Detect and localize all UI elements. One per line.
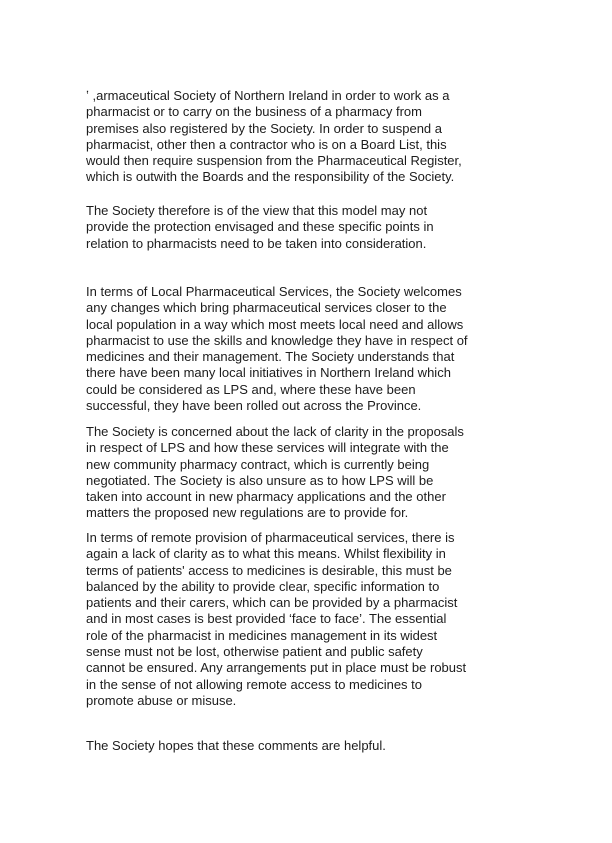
text-line: matters the proposed new regulations are to provide for. <box>86 505 409 521</box>
text-line: new community pharmacy contract, which is currently being <box>86 456 430 472</box>
text-line: relation to pharmacists need to be taken into consideration. <box>86 235 427 251</box>
text-line: ʽ ,armaceutical Society of Northern Ireland in order to work as a <box>86 88 450 103</box>
text-line: pharmacist to use the skills and knowledge they have in respect of <box>86 332 468 348</box>
text-line: again a lack of clarity as to what this means. Whilst flexibility in <box>86 546 446 562</box>
text-line: balanced by the ability to provide clear, specific information to <box>86 578 440 594</box>
text-line: The Society is concerned about the lack of clarity in the proposals <box>86 424 464 439</box>
paragraph-remote-provision <box>86 530 526 709</box>
text-line: any changes which bring pharmaceutical services closer to the <box>86 300 447 316</box>
paragraph-lps-clarity <box>86 424 526 522</box>
text-line: in respect of LPS and how these services will integrate with the <box>86 440 449 456</box>
text-line: pharmacist, other then a contractor who is on a Board List, this <box>86 136 447 152</box>
paragraph-model-view <box>86 203 526 252</box>
text-line: In terms of Local Pharmaceutical Services, the Society welcomes <box>86 284 462 299</box>
text-line: In terms of remote provision of pharmaceutical services, there is <box>86 530 455 545</box>
text-line: which is outwith the Boards and the responsibility of the Society. <box>86 169 455 185</box>
text-line: cannot be ensured. Any arrangements put in place must be robust <box>86 660 467 676</box>
text-line: would then require suspension from the Pharmaceutical Register, <box>86 153 462 169</box>
text-line: pharmacist or to carry on the business of a pharmacy from <box>86 104 422 120</box>
text-line: terms of patients' access to medicines is desirable, this must be <box>86 562 452 578</box>
text-line: medicines and their management. The Society understands that <box>86 349 455 365</box>
paragraph-registration <box>86 88 526 186</box>
paragraph-closing <box>86 738 526 754</box>
text-line: negotiated. The Society is also unsure as to how LPS will be <box>86 472 434 488</box>
text-line: sense must not be lost, otherwise patient and public safety <box>86 644 423 660</box>
text-line: promote abuse or misuse. <box>86 692 237 708</box>
text-line: in the sense of not allowing remote access to medicines to <box>86 676 423 692</box>
paragraph-local-pharmaceutical-services <box>86 284 526 414</box>
text-line: patients and their carers, which can be provided by a pharmacist <box>86 595 458 611</box>
text-line: could be considered as LPS and, where these have been <box>86 381 416 397</box>
text-line: local population in a way which most meets local need and allows <box>86 316 464 332</box>
text-line: role of the pharmacist in medicines management in its widest <box>86 627 438 643</box>
text-line: provide the protection envisaged and these specific points in <box>86 219 434 235</box>
text-line: The Society therefore is of the view that this model may not <box>86 203 428 218</box>
text-line: premises also registered by the Society. In order to suspend a <box>86 120 443 136</box>
text-line: successful, they have been rolled out across the Province. <box>86 398 422 414</box>
text-line: there have been many local initiatives in Northern Ireland which <box>86 365 451 381</box>
text-line: The Society hopes that these comments are helpful. <box>86 738 386 753</box>
text-line: and in most cases is best provided ‘face to face’. The essential <box>86 611 447 627</box>
text-line: taken into account in new pharmacy applications and the other <box>86 489 446 505</box>
